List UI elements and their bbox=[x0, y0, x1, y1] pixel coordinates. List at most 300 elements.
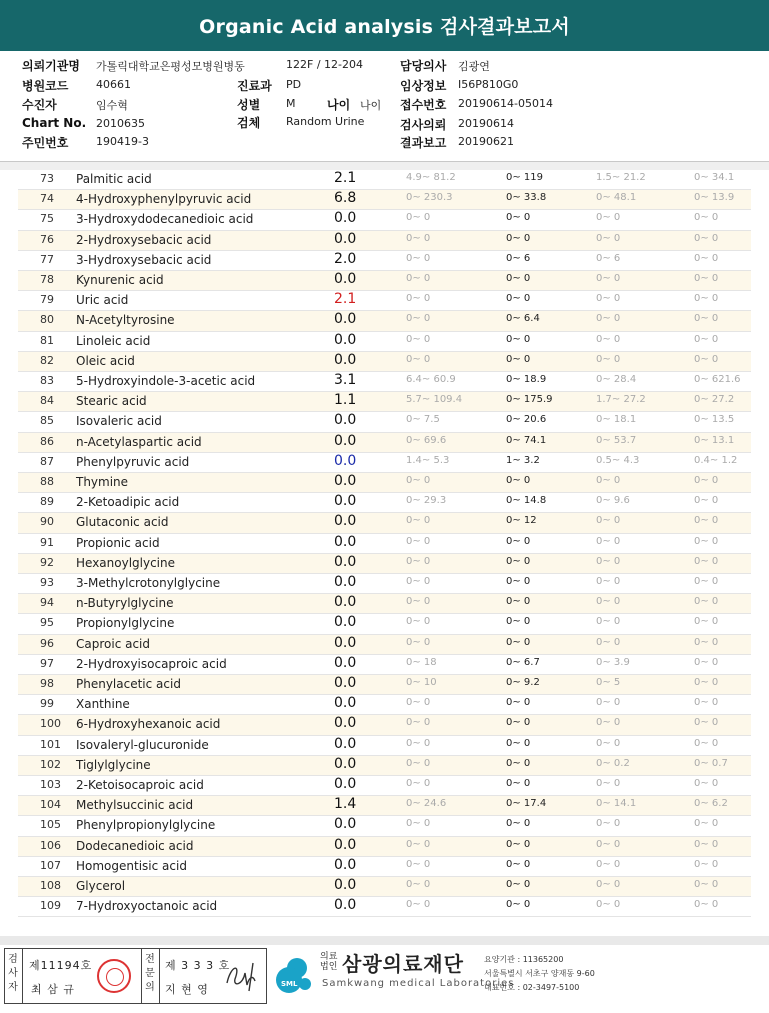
table-row bbox=[18, 453, 751, 473]
examiner-vertical-label: 검 사 자 bbox=[8, 954, 18, 993]
reference-range-3: 0~ 18.1 bbox=[596, 414, 637, 426]
reference-range-4: 0~ 0 bbox=[694, 353, 719, 365]
result-value: 0.0 bbox=[334, 210, 357, 227]
result-value: 0.0 bbox=[334, 594, 357, 611]
row-number: 85 bbox=[40, 414, 54, 428]
row-number: 94 bbox=[40, 596, 54, 610]
reference-range-3: 0~ 0 bbox=[596, 212, 621, 224]
reference-range-4: 0~ 0 bbox=[694, 535, 719, 547]
analyte-name: Caproic acid bbox=[76, 636, 151, 651]
table-row bbox=[18, 715, 751, 735]
reference-range-4: 0~ 0 bbox=[694, 838, 719, 850]
result-value: 0.0 bbox=[334, 311, 357, 328]
analyte-name: 2-Ketoadipic acid bbox=[76, 495, 180, 510]
row-number: 92 bbox=[40, 555, 54, 569]
reference-range-3: 0~ 0 bbox=[596, 737, 621, 749]
reference-range-3: 1.7~ 27.2 bbox=[596, 394, 646, 406]
reference-range-2: 0~ 12 bbox=[506, 515, 537, 527]
reference-range-3: 0~ 0 bbox=[596, 858, 621, 870]
result-value: 0.0 bbox=[334, 836, 357, 853]
reference-range-2: 0~ 0 bbox=[506, 778, 531, 789]
reference-range-2: 0~ 0 bbox=[506, 353, 531, 365]
reference-range-2: 0~ 14.8 bbox=[506, 495, 547, 507]
analyte-name: Uric acid bbox=[76, 293, 129, 308]
result-value: 0.0 bbox=[334, 695, 357, 712]
result-value: 0.0 bbox=[334, 614, 357, 631]
examiner-name: 최 삼 규 bbox=[31, 983, 75, 996]
result-value: 0.0 bbox=[334, 574, 357, 590]
reference-range-3: 0~ 53.7 bbox=[596, 434, 637, 446]
care-code: 요양기관 : 11365200 bbox=[484, 955, 564, 964]
table-row bbox=[18, 776, 751, 796]
request-value: 20190614 bbox=[458, 117, 514, 130]
report-title: Organic Acid analysis 검사결과보고서 bbox=[0, 0, 769, 51]
reference-range-4: 0~ 0 bbox=[694, 818, 719, 830]
reference-range-4: 0~ 0 bbox=[694, 273, 719, 284]
analyte-name: Isovaleric acid bbox=[76, 414, 162, 429]
reference-range-2: 0~ 0 bbox=[506, 212, 531, 224]
result-value: 0.0 bbox=[334, 816, 357, 833]
specialist-license: 제 3 3 3 호 bbox=[165, 959, 231, 972]
row-number: 87 bbox=[40, 454, 54, 468]
row-number: 76 bbox=[40, 232, 54, 246]
row-number: 100 bbox=[40, 717, 61, 731]
row-number: 93 bbox=[40, 576, 54, 589]
reference-range-3: 0~ 0 bbox=[596, 778, 621, 789]
reference-range-1: 0~ 0 bbox=[406, 515, 431, 527]
row-number: 82 bbox=[40, 353, 54, 367]
reference-range-3: 0.5~ 4.3 bbox=[596, 454, 640, 466]
department-label: 진료과 bbox=[237, 79, 272, 93]
reference-range-2: 0~ 0 bbox=[506, 717, 531, 729]
reference-range-4: 0~ 0 bbox=[694, 858, 719, 870]
reference-range-1: 0~ 0 bbox=[406, 697, 431, 709]
table-row bbox=[18, 412, 751, 432]
row-number: 86 bbox=[40, 434, 54, 448]
reference-range-1: 0~ 18 bbox=[406, 656, 437, 668]
examiner-license: 제11194호 bbox=[29, 959, 93, 972]
analyte-name: Dodecanedioic acid bbox=[76, 838, 194, 853]
org-type bbox=[320, 952, 337, 972]
reference-range-1: 0~ 0 bbox=[406, 838, 431, 850]
reference-range-4: 0~ 0 bbox=[694, 717, 719, 729]
age-value: 나이 bbox=[360, 99, 382, 112]
analyte-name: Glycerol bbox=[76, 879, 126, 893]
reference-range-4: 0~ 0 bbox=[694, 697, 719, 709]
row-number: 88 bbox=[40, 475, 54, 488]
reference-range-2: 0~ 9.2 bbox=[506, 677, 540, 688]
reference-range-2: 0~ 74.1 bbox=[506, 434, 547, 446]
reference-range-2: 0~ 0 bbox=[506, 838, 531, 850]
reference-range-3: 0~ 0 bbox=[596, 697, 621, 709]
reference-range-1: 0~ 29.3 bbox=[406, 495, 447, 507]
reference-range-3: 0~ 0 bbox=[596, 818, 621, 830]
table-row bbox=[18, 231, 751, 251]
reference-range-2: 0~ 0 bbox=[506, 697, 531, 709]
row-number: 107 bbox=[40, 858, 61, 872]
reference-range-2: 0~ 0 bbox=[506, 293, 531, 305]
reference-range-1: 0~ 0 bbox=[406, 252, 431, 264]
table-row bbox=[18, 796, 751, 816]
reference-range-4: 0~ 6.2 bbox=[694, 798, 728, 810]
request-label: 검사의뢰 bbox=[400, 118, 447, 132]
reference-range-2: 0~ 0 bbox=[506, 273, 531, 284]
row-number: 108 bbox=[40, 879, 61, 892]
reference-range-2: 0~ 0 bbox=[506, 475, 531, 486]
result-value: 0.0 bbox=[334, 412, 357, 429]
reference-range-2: 0~ 0 bbox=[506, 333, 531, 345]
table-row bbox=[18, 655, 751, 675]
reference-range-1: 0~ 0 bbox=[406, 616, 431, 628]
analyte-name: 3-Methylcrotonylglycine bbox=[76, 576, 221, 590]
analyte-name: Stearic acid bbox=[76, 394, 147, 409]
reference-range-1: 0~ 0 bbox=[406, 212, 431, 224]
reference-range-1: 4.9~ 81.2 bbox=[406, 172, 456, 183]
reference-range-4: 0~ 0 bbox=[694, 616, 719, 628]
reference-range-4: 0~ 0 bbox=[694, 636, 719, 648]
clinical-value: I56P810G0 bbox=[458, 78, 519, 91]
table-row bbox=[18, 877, 751, 897]
table-row bbox=[18, 372, 751, 392]
reference-range-3: 0~ 28.4 bbox=[596, 374, 637, 385]
table-row bbox=[18, 736, 751, 756]
reference-range-4: 0~ 0 bbox=[694, 313, 719, 325]
row-number: 90 bbox=[40, 515, 54, 529]
reference-range-2: 0~ 0 bbox=[506, 757, 531, 769]
row-number: 83 bbox=[40, 374, 54, 387]
reference-range-3: 0~ 0 bbox=[596, 333, 621, 345]
reference-range-2: 0~ 0 bbox=[506, 636, 531, 648]
reference-range-2: 0~ 0 bbox=[506, 596, 531, 608]
reference-range-2: 0~ 0 bbox=[506, 737, 531, 749]
reference-range-3: 0~ 9.6 bbox=[596, 495, 630, 507]
reference-range-1: 0~ 10 bbox=[406, 677, 437, 688]
report-date-value: 20190621 bbox=[458, 135, 514, 148]
table-row bbox=[18, 332, 751, 352]
reference-range-4: 0~ 0 bbox=[694, 333, 719, 345]
signature-box bbox=[4, 948, 267, 1004]
row-number: 78 bbox=[40, 273, 54, 286]
reference-range-3: 0~ 0 bbox=[596, 555, 621, 567]
row-number: 89 bbox=[40, 495, 54, 509]
reference-range-1: 0~ 0 bbox=[406, 636, 431, 648]
reference-range-1: 0~ 0 bbox=[406, 737, 431, 749]
reference-range-3: 0~ 0 bbox=[596, 576, 621, 587]
reference-range-2: 0~ 17.4 bbox=[506, 798, 547, 810]
table-row bbox=[18, 170, 751, 190]
reference-range-2: 0~ 18.9 bbox=[506, 374, 547, 385]
result-value: 0.0 bbox=[334, 230, 357, 247]
result-value: 6.8 bbox=[334, 190, 357, 207]
row-number: 106 bbox=[40, 838, 61, 852]
reference-range-3: 0~ 0.2 bbox=[596, 757, 630, 769]
result-value: 0.0 bbox=[334, 755, 357, 772]
reference-range-1: 0~ 0 bbox=[406, 717, 431, 729]
reference-range-4: 0~ 0 bbox=[694, 212, 719, 224]
hospital-code-value: 40661 bbox=[96, 78, 131, 91]
department-value: PD bbox=[286, 78, 302, 91]
result-value: 0.0 bbox=[334, 654, 357, 671]
analyte-name: Glutaconic acid bbox=[76, 515, 169, 530]
result-value: 0.0 bbox=[334, 493, 357, 510]
org-english-name: Samkwang medical Laboratories bbox=[322, 978, 515, 989]
reference-range-4: 0~ 34.1 bbox=[694, 172, 735, 183]
result-value: 0.0 bbox=[334, 553, 357, 570]
ward-value: 122F / 12-204 bbox=[286, 58, 363, 71]
result-value: 0.0 bbox=[334, 473, 357, 489]
table-row bbox=[18, 756, 751, 776]
analyte-name: n-Butyrylglycine bbox=[76, 596, 174, 611]
org-phone: 대표번호 : 02-3497-5100 bbox=[484, 983, 580, 992]
reference-range-1: 0~ 0 bbox=[406, 555, 431, 567]
reference-range-3: 0~ 0 bbox=[596, 475, 621, 486]
table-row bbox=[18, 574, 751, 594]
table-row bbox=[18, 857, 751, 877]
sml-logo bbox=[272, 950, 314, 1000]
table-row bbox=[18, 433, 751, 453]
org-type-top: 의료 bbox=[320, 952, 338, 962]
analyte-name: Propionic acid bbox=[76, 535, 160, 550]
analyte-name: Kynurenic acid bbox=[76, 273, 164, 287]
analyte-name: Homogentisic acid bbox=[76, 858, 187, 873]
result-value: 0.0 bbox=[334, 856, 357, 873]
analyte-name: Hexanoylglycine bbox=[76, 555, 176, 570]
patient-info-panel bbox=[0, 51, 769, 162]
institution-label: 의뢰기관명 bbox=[22, 59, 80, 73]
row-number: 96 bbox=[40, 636, 54, 650]
result-value: 0.0 bbox=[334, 735, 357, 752]
reference-range-4: 0~ 0 bbox=[694, 495, 719, 507]
reference-range-2: 0~ 0 bbox=[506, 616, 531, 628]
reference-range-1: 0~ 0 bbox=[406, 576, 431, 587]
analyte-name: 7-Hydroxyoctanoic acid bbox=[76, 899, 218, 914]
reference-range-1: 1.4~ 5.3 bbox=[406, 454, 450, 466]
reference-range-1: 0~ 0 bbox=[406, 879, 431, 890]
reference-range-2: 0~ 0 bbox=[506, 858, 531, 870]
reference-range-2: 0~ 0 bbox=[506, 818, 531, 830]
analyte-name: Phenylpyruvic acid bbox=[76, 454, 190, 469]
reference-range-4: 0~ 27.2 bbox=[694, 394, 735, 406]
receipt-label: 접수번호 bbox=[400, 98, 447, 112]
reference-range-2: 0~ 20.6 bbox=[506, 414, 547, 426]
sex-label: 성별 bbox=[237, 98, 261, 112]
reference-range-3: 0~ 0 bbox=[596, 273, 621, 284]
specialist-signature bbox=[223, 955, 261, 995]
result-value: 2.1 bbox=[334, 170, 357, 186]
table-row bbox=[18, 271, 751, 291]
reference-range-3: 0~ 0 bbox=[596, 717, 621, 729]
reference-range-1: 5.7~ 109.4 bbox=[406, 394, 463, 406]
table-row bbox=[18, 614, 751, 634]
reference-range-4: 0~ 0 bbox=[694, 656, 719, 668]
row-number: 98 bbox=[40, 677, 54, 690]
reference-range-3: 0~ 0 bbox=[596, 232, 621, 244]
reference-range-1: 0~ 0 bbox=[406, 333, 431, 345]
row-number: 103 bbox=[40, 778, 61, 791]
table-row bbox=[18, 816, 751, 836]
table-row bbox=[18, 392, 751, 412]
reference-range-1: 0~ 0 bbox=[406, 293, 431, 305]
section-divider bbox=[0, 162, 769, 170]
reference-range-1: 6.4~ 60.9 bbox=[406, 374, 456, 385]
result-value: 0.0 bbox=[334, 675, 357, 691]
reference-range-1: 0~ 0 bbox=[406, 858, 431, 870]
org-address: 서울특별시 서초구 양재동 9-60 bbox=[484, 969, 595, 978]
org-name: 삼광의료재단 bbox=[342, 952, 464, 976]
reference-range-2: 0~ 0 bbox=[506, 899, 531, 911]
reference-range-3: 0~ 0 bbox=[596, 515, 621, 527]
result-value: 1.4 bbox=[334, 796, 357, 813]
table-row bbox=[18, 695, 751, 715]
reference-range-4: 0~ 0 bbox=[694, 899, 719, 911]
reference-range-3: 0~ 0 bbox=[596, 353, 621, 365]
reference-range-4: 0~ 13.9 bbox=[694, 192, 735, 204]
reference-range-2: 0~ 6.7 bbox=[506, 656, 540, 668]
analyte-name: Linoleic acid bbox=[76, 333, 151, 348]
reference-range-3: 0~ 0 bbox=[596, 293, 621, 305]
signature-divider-middle bbox=[141, 949, 142, 1003]
reference-range-3: 0~ 48.1 bbox=[596, 192, 637, 204]
result-value: 0.0 bbox=[334, 533, 357, 550]
result-value: 0.0 bbox=[334, 331, 357, 348]
table-row bbox=[18, 897, 751, 917]
reference-range-1: 0~ 0 bbox=[406, 899, 431, 911]
analyte-name: Phenylpropionylglycine bbox=[76, 818, 216, 833]
table-row bbox=[18, 554, 751, 574]
reference-range-2: 0~ 0 bbox=[506, 232, 531, 244]
analyte-name: Oleic acid bbox=[76, 353, 135, 368]
reference-range-2: 0~ 33.8 bbox=[506, 192, 547, 204]
table-row bbox=[18, 352, 751, 372]
reference-range-1: 0~ 0 bbox=[406, 778, 431, 789]
reference-range-2: 0~ 6.4 bbox=[506, 313, 540, 325]
clinical-label: 임상정보 bbox=[400, 79, 447, 93]
analyte-name: Propionylglycine bbox=[76, 616, 175, 631]
reference-range-3: 0~ 0 bbox=[596, 879, 621, 890]
reference-range-2: 0~ 0 bbox=[506, 535, 531, 547]
specialist-name: 지 현 영 bbox=[165, 983, 209, 996]
reference-range-1: 0~ 0 bbox=[406, 535, 431, 547]
reference-range-4: 0~ 0 bbox=[694, 232, 719, 244]
table-row bbox=[18, 675, 751, 695]
reference-range-2: 1~ 3.2 bbox=[506, 454, 540, 466]
result-value: 0.0 bbox=[334, 877, 357, 893]
table-row bbox=[18, 311, 751, 331]
row-number: 91 bbox=[40, 535, 54, 549]
reference-range-4: 0~ 0 bbox=[694, 596, 719, 608]
report-date-label: 결과보고 bbox=[400, 136, 447, 150]
reference-range-2: 0~ 0 bbox=[506, 576, 531, 587]
result-value: 1.1 bbox=[334, 392, 357, 409]
reference-range-1: 0~ 0 bbox=[406, 313, 431, 325]
row-number: 102 bbox=[40, 757, 61, 771]
reference-range-3: 0~ 14.1 bbox=[596, 798, 637, 810]
table-row bbox=[18, 513, 751, 533]
hospital-code-label: 병원코드 bbox=[22, 79, 69, 93]
result-value: 0.0 bbox=[334, 715, 357, 732]
row-number: 104 bbox=[40, 798, 61, 812]
reference-range-1: 0~ 0 bbox=[406, 353, 431, 365]
analyte-name: 2-Hydroxyisocaproic acid bbox=[76, 656, 227, 671]
chart-no-label: Chart No. bbox=[22, 116, 87, 130]
age-label: 나이 bbox=[327, 98, 351, 112]
reference-range-4: 0~ 0 bbox=[694, 475, 719, 486]
reference-range-3: 0~ 0 bbox=[596, 899, 621, 911]
analyte-name: 2-Hydroxysebacic acid bbox=[76, 232, 212, 247]
logo-text: SML bbox=[281, 980, 298, 988]
reference-range-4: 0~ 0.7 bbox=[694, 757, 728, 769]
reference-range-4: 0~ 0 bbox=[694, 515, 719, 527]
reference-range-3: 0~ 5 bbox=[596, 677, 621, 688]
sex-value: M bbox=[286, 97, 296, 110]
reference-range-1: 0~ 0 bbox=[406, 273, 431, 284]
reference-range-1: 0~ 7.5 bbox=[406, 414, 440, 426]
table-row bbox=[18, 635, 751, 655]
reference-range-1: 0~ 0 bbox=[406, 757, 431, 769]
resident-label: 주민번호 bbox=[22, 136, 69, 150]
reference-range-3: 0~ 6 bbox=[596, 252, 621, 264]
reference-range-3: 0~ 0 bbox=[596, 596, 621, 608]
analyte-name: 5-Hydroxyindole-3-acetic acid bbox=[76, 374, 256, 388]
reference-range-3: 0~ 3.9 bbox=[596, 656, 630, 668]
signature-divider-left bbox=[22, 949, 23, 1003]
row-number: 81 bbox=[40, 333, 54, 347]
reference-range-1: 0~ 0 bbox=[406, 818, 431, 830]
reference-range-4: 0~ 0 bbox=[694, 555, 719, 567]
row-number: 74 bbox=[40, 192, 54, 206]
reference-range-1: 0~ 0 bbox=[406, 596, 431, 608]
table-row bbox=[18, 594, 751, 614]
analyte-name: N-Acetyltyrosine bbox=[76, 313, 175, 328]
doctor-label: 담당의사 bbox=[400, 59, 447, 73]
analyte-name: Thymine bbox=[76, 475, 129, 489]
reference-range-1: 0~ 69.6 bbox=[406, 434, 447, 446]
reference-range-2: 0~ 6 bbox=[506, 252, 531, 264]
row-number: 79 bbox=[40, 293, 54, 307]
result-value: 0.0 bbox=[334, 897, 357, 914]
reference-range-4: 0~ 0 bbox=[694, 737, 719, 749]
reference-range-4: 0.4~ 1.2 bbox=[694, 454, 738, 466]
table-row bbox=[18, 493, 751, 513]
reference-range-3: 0~ 0 bbox=[596, 535, 621, 547]
result-value: 2.1 bbox=[334, 291, 357, 308]
patient-value: 임수혁 bbox=[96, 99, 128, 112]
specimen-label: 검체 bbox=[237, 116, 261, 130]
reference-range-1: 0~ 24.6 bbox=[406, 798, 447, 810]
analyte-name: 4-Hydroxyphenylpyruvic acid bbox=[76, 192, 252, 207]
table-row bbox=[18, 210, 751, 230]
row-number: 109 bbox=[40, 899, 61, 913]
reference-range-4: 0~ 0 bbox=[694, 879, 719, 890]
patient-label: 수진자 bbox=[22, 98, 57, 112]
analyte-name: Phenylacetic acid bbox=[76, 677, 181, 691]
result-value: 0.0 bbox=[334, 271, 357, 287]
table-row bbox=[18, 291, 751, 311]
reference-range-3: 0~ 0 bbox=[596, 616, 621, 628]
analyte-name: 3-Hydroxydodecanedioic acid bbox=[76, 212, 254, 227]
row-number: 80 bbox=[40, 313, 54, 327]
row-number: 77 bbox=[40, 252, 54, 266]
row-number: 95 bbox=[40, 616, 54, 630]
footer-divider bbox=[0, 936, 769, 945]
receipt-value: 20190614-05014 bbox=[458, 97, 553, 110]
examiner-seal bbox=[97, 959, 131, 993]
analyte-name: 3-Hydroxysebacic acid bbox=[76, 252, 212, 267]
reference-range-3: 0~ 0 bbox=[596, 313, 621, 325]
results-table bbox=[0, 170, 769, 935]
signature-divider-right bbox=[159, 949, 160, 1003]
row-number: 105 bbox=[40, 818, 61, 832]
